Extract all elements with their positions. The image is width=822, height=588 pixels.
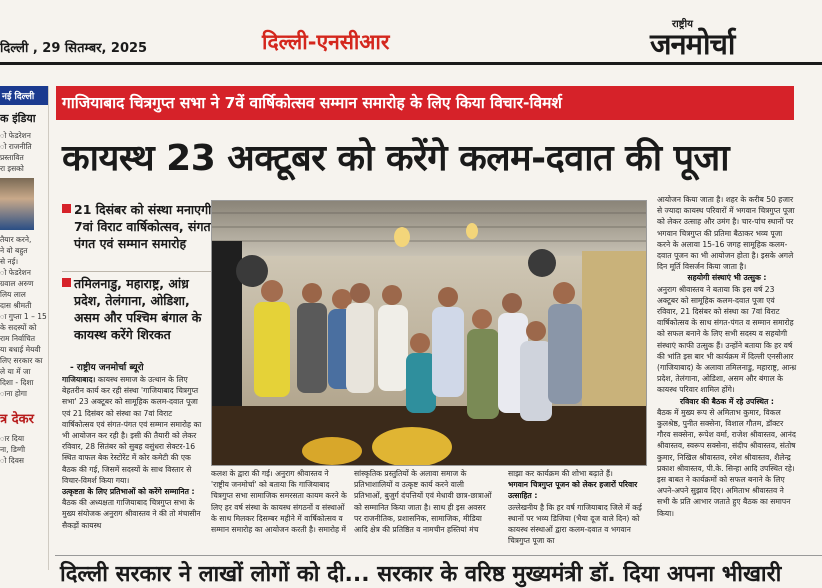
strip-line: ार दिया: [0, 434, 25, 443]
strip-line: दिशा - दिशा: [0, 378, 34, 387]
section-title: दिल्ली-एनसीआर: [262, 30, 390, 54]
byline: - राष्ट्रीय जनमोर्चा ब्यूरो: [70, 363, 144, 373]
strip-line: प्रस्तावित: [0, 153, 24, 162]
strip-heading-2: त्र देकर: [0, 412, 34, 427]
masthead-prefix: राष्ट्रीय: [672, 19, 693, 30]
bottom-rule: [55, 555, 822, 556]
strip-line: रा इसको: [0, 164, 24, 173]
next-story-headline: दिल्ली सरकार ने लाखों लोगों को दी... सरकार के वरिष्ठ मुख्यमंत्री डॉ. दिया अपना भीखारी: [60, 562, 782, 587]
subheading: सहयोगी संस्थाएं भी उत्सुक :: [687, 273, 767, 283]
strip-line: ग्रवाल अरुण: [0, 279, 34, 288]
highlight-text: 21 दिसंबर को संस्था मनाएगी 7वां विराट वार्षिकोत्सव, संगत पंगत एवं सम्मान समारोह: [74, 202, 212, 251]
paragraph: आयोजन किया जाता है। शहर के करीब 50 हजार से ज्यादा कायस्थ परिवारों में भगवान चित्रगुप्त पूजा को लेकर उत्साह और उमंग है। चार-पांच स्थानों पर भगवान चित्रगुप्त की प्रतिमा बैठाकर भव्य पूजा करने के अलावा 15-16 जगह सामूहिक कलम-दवात पूजन का भी आयोजन होता है। इसके अगले दिन मूर्ति विसर्जन किया जाता है।: [657, 195, 795, 272]
strip-line: दास श्रीमती: [0, 301, 32, 310]
strip-line: ना, डिग्गी: [0, 445, 26, 454]
strip-line: राम निर्वाचित: [0, 334, 36, 343]
subheading: भगवान चित्रगुप्त पूजन को लेकर हजारों परिवार उत्साहित :: [508, 480, 638, 501]
paragraph: अनुराग श्रीवास्तव ने बताया कि इस वर्ष 23 अक्टूबर को सामूहिक कलम-दवात पूजा एवं रविवार, 21 दिसंबर को संस्था का 7वां विराट वार्षिकोत्सव के साथ संगत-पंगत व सम्मान समारोह को सफल बनाने के लिए सभी सदस्य व सहयोगी संस्थाएं काफी उत्सुक हैं। उन्होंने बताया कि हर वर्ष की भांति इस बार भी कार्यक्रम में दिल्ली एनसीआर (गाजियाबाद) के अलावा तमिलनाडु, महाराष्ट्र, आन्ध्र प्रदेश, तेलंगाना, ओडिशा, असम और बंगाल के कायस्थ परिवार शामिल होंगे।: [657, 284, 797, 395]
paragraph: साझा कर कार्यक्रम की शोभा बढ़ाते हैं।: [508, 469, 613, 478]
strip-line: ो राजनीति: [0, 142, 32, 151]
strip-line: ो फेडरेशन: [0, 131, 31, 140]
masthead-logo: जनमोर्चा: [650, 27, 735, 61]
dateline: गाजियाबाद।: [62, 375, 96, 384]
bullet-square-icon: [62, 278, 71, 287]
paragraph: कायस्थ समाज के उत्थान के लिए बेहतरीन कार्य कर रही संस्था 'गाजियाबाद चित्रगुप्त सभा' 23 अक्टूबर को सामूहिक कलम-दवात पूजा एवं 21 दिसंबर को संस्था का 7वां विराट वार्षिकोत्सव एवं संगत-पंगत एवं सम्मान समारोह का भी आयोजन कर रही है। इसी की तैयारी को लेकर रविवार, 28 सितंबर को सुबह वसुंधरा सेक्टर-16 स्थित वाफल बेक रेस्टोरेंट में कोर कमेटी की एक बैठक की गई, जिसमें सदस्यों के साथ विस्तार से विचार-विमर्श किया गया।: [62, 375, 202, 485]
article-column-3: सांस्कृतिक प्रस्तुतियों के अलावा समाज के प्रतिभाशालियों व उत्कृष्ट कार्य करने वाली प्रतिभाओं, बुजुर्ग दंपत्तियों एवं मेधावी छात्र-छात्राओं को सम्मानित किया जाता है। साथ ही इस अवसर पर राजनीतिक, प्रशासनिक, सामाजिक, मीडिया आदि क्षेत्र की प्रतिष्ठित व नामचीन हस्तियां मंच: [354, 469, 492, 535]
kicker-banner: गाजियाबाद चित्रगुप्त सभा ने 7वें वार्षिकोत्सव सम्मान समारोह के लिए किया विचार-विमर्श: [56, 86, 794, 120]
article-column-4: [508, 468, 645, 548]
highlight-1: [62, 201, 214, 252]
group-photo: [211, 200, 647, 466]
article-column-2: कलश के द्वारा की गई। अनुराग श्रीवास्तव ने 'राष्ट्रीय जनमोर्चा' को बताया कि गाजियाबाद चित्रगुप्त सभा सामाजिक समरसता कायम करने के लिए हर वर्ष संस्था के कायस्थ संगठनों व संस्थाओं के साथ मिलकर दिसम्बर महीने में वार्षिकोत्सव व सम्मान समारोह का आयोजन करती है। समारोह में: [211, 469, 347, 535]
strip-line: ो दिवस: [0, 456, 24, 465]
main-headline: कायस्थ 23 अक्टूबर को करेंगे कलम-दवात की पूजा: [62, 138, 730, 179]
issue-date: दिल्ली , 29 सितम्बर, 2025: [0, 41, 148, 56]
strip-bar: नई दिल्ली: [0, 86, 48, 105]
subheading: उत्कृष्टता के लिए प्रतिभाओं को करेंगे सम्मानित :: [62, 487, 195, 497]
strip-line: के सदस्यों को: [0, 323, 37, 332]
group-photo-illustration: [212, 201, 646, 465]
subheading: रविवार की बैठक में रहे उपस्थित :: [680, 396, 774, 406]
paragraph: बैठक में मुख्य रूप से अमिताभ कुमार, विकल कुलश्रेष्ठ, पुनीत सक्सेना, विशाल गौतम, डॉक्टर गौरव सक्सेना, रूपेश वर्मा, राजेश श्रीवास्तव, आनंद श्रीवास्तव, स्वरूप सक्सेना, संदीप श्रीवास्तव, संतोष कुमार, निखिल श्रीवास्तव, रमेश श्रीवास्तव, शैलेन्द्र प्रकाश श्रीवास्तव, पी.के. सिन्हा आदि उपस्थित रहे। इस बाबत ने कार्यक्रमों को सफल बनाने के लिए अपने-अपने सुझाव दिए। अमिताभ श्रीवास्तव ने सभी के प्रति आभार जताते हुए बैठक का समापन किया।: [657, 407, 796, 518]
paragraph: बैठक की अध्यक्षता गाजियाबाद चित्रगुप्त सभा के मुख्य संयोजक अनुराग श्रीवास्तव ने की तो मंचासीन सैकड़ों कायस्थ: [62, 498, 201, 530]
article-column-5: [657, 194, 797, 519]
strip-line: ाना होगा: [0, 389, 27, 398]
strip-line: ा गुप्ता 1 – 15: [0, 312, 47, 321]
strip-line: ले या में जा: [0, 367, 31, 376]
strip-heading: क इंडिया: [0, 112, 36, 125]
strip-line: लिए सरकार का: [0, 356, 43, 365]
paragraph: उल्लेखनीय है कि हर वर्ष गाजियाबाद जिले में कई स्थानों पर भव्य डिजिया (भैया दूज वाले दिन) को कायस्थ संस्थाओं द्वारा कलम-दवात व भगवान चित्रगुप्त पूजा का: [508, 502, 642, 546]
strip-line: ने वो बहुत: [0, 246, 28, 255]
header-rule: [0, 62, 822, 65]
article-column-1: [62, 374, 202, 542]
bullet-square-icon: [62, 204, 71, 213]
highlight-2: [62, 271, 214, 343]
strip-line: तैयार करने,: [0, 235, 32, 244]
strip-line: ो फेडरेशन: [0, 268, 31, 277]
adjacent-article-strip: [0, 86, 49, 570]
highlight-text: तमिलनाडु, महाराष्ट्र, आंध्र प्रदेश, तेलंगाना, ओडिशा, असम और पश्चिम बंगाल के कायस्थ करेंगे शिरकत: [74, 276, 202, 342]
strip-line: से नई।: [0, 257, 19, 266]
strip-line: या बधाई मेयवी: [0, 345, 41, 354]
strip-photo: [0, 178, 34, 230]
strip-line: लिय लाल: [0, 290, 26, 299]
